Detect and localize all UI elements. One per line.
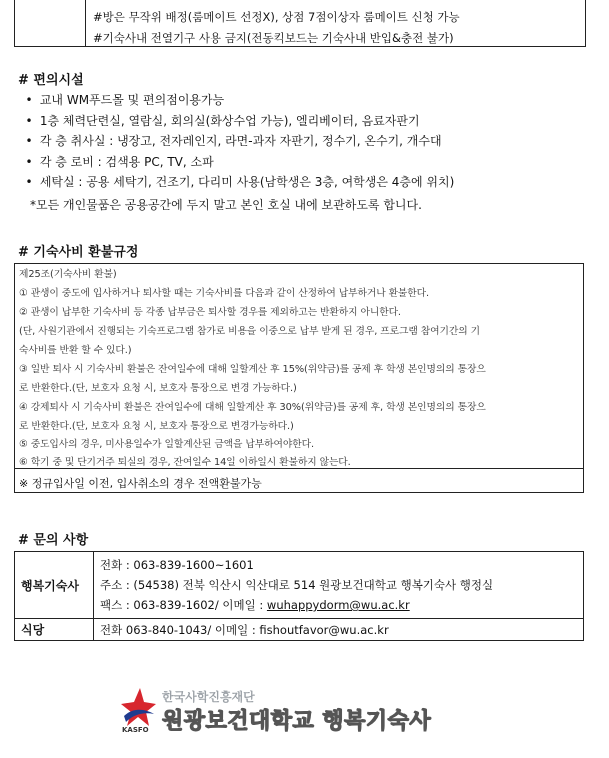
facility-text: 각 층 로비 : 검색용 PC, TV, 소파 <box>39 154 214 169</box>
refund-line: (단, 사원기관에서 진행되는 기숙프로그램 참가로 비용을 이중으로 납부 받게 된 경우, 프로그램 참여기간의 기 <box>19 326 480 337</box>
facility-text: 교내 WM푸드몰 및 편의점이용가능 <box>39 93 225 107</box>
dormitory-logo <box>118 686 438 742</box>
bullet: • <box>25 154 33 169</box>
refund-line: ③ 일반 퇴사 시 기숙사비 환불은 잔여일수에 대해 일할계산 후 15%(위약금)를 공제 후 학생 본인명의의 통장으 <box>19 364 486 375</box>
facilities-list <box>22 90 454 193</box>
refund-footnote: ※ 정규입사일 이전, 입사취소의 경우 전액환불가능 <box>19 477 262 490</box>
list-item <box>22 111 454 132</box>
refund-line: ⑥ 학기 중 및 단기거주 퇴실의 경우, 잔여일수 14일 이하일시 환불하지 않는다. <box>19 457 351 468</box>
cafeteria-contact: 전화 063-840-1043/ 이메일 : fishoutfavor@wu.ac.kr <box>100 622 389 637</box>
list-item <box>22 152 454 173</box>
facilities-note: *모든 개인물품은 공용공간에 두지 말고 본인 호실 내에 보관하도록 합니다. <box>30 198 422 212</box>
dorm-fax: 팩스 : 063-839-1602/ 이메일 : <box>100 598 267 612</box>
dorm-fax-email <box>100 595 577 615</box>
refund-box <box>14 263 584 493</box>
bullet: • <box>25 175 33 189</box>
bullet: • <box>25 113 33 128</box>
dorm-rules-box <box>14 0 586 47</box>
table-divider <box>85 0 86 46</box>
facility-text: 1층 체력단련실, 열람실, 회의실(화상수업 가능), 엘리베이터, 음료자판기 <box>39 113 420 128</box>
contact-table <box>14 551 584 641</box>
rule-line-appliance-ban: #기숙사내 전열기구 사용 금지(전동킥보드는 기숙사내 반입&충전 불가) <box>93 31 454 45</box>
dormitory-name: 원광보건대학교 행복기숙사 <box>162 709 432 734</box>
refund-line: ① 관생이 중도에 입사하거나 퇴사할 때는 기숙사비를 다음과 같이 산정하여 납부하거나 환불한다. <box>19 288 430 299</box>
list-item <box>22 172 454 193</box>
refund-line: 로 반환한다.(단, 보호자 요청 시, 보호자 통장으로 변경가능하다.) <box>19 421 294 432</box>
table-row <box>15 619 584 641</box>
cafeteria-label: 식당 <box>15 619 94 641</box>
list-item <box>22 131 454 152</box>
refund-line: 숙사비를 반환 할 수 있다.) <box>19 345 132 356</box>
kasfo-emblem-icon <box>118 686 158 730</box>
refund-line: 제25조(기숙사비 환불) <box>19 269 117 280</box>
bullet: • <box>25 93 33 107</box>
list-item <box>22 90 454 111</box>
dorm-address: 주소 : (54538) 전북 익산시 익산대로 514 원광보건대학교 행복기숙사 행정실 <box>100 578 494 592</box>
refund-line: ⑤ 중도입사의 경우, 미사용일수가 일할계산된 금액을 납부하여야한다. <box>19 439 314 450</box>
contact-heading: # 문의 사항 <box>18 533 89 548</box>
table-row <box>15 552 584 619</box>
org-name: 한국사학진흥재단 <box>162 690 255 704</box>
refund-rules <box>15 264 583 469</box>
dorm-phone: 전화 : 063-839-1600~1601 <box>100 558 254 572</box>
refund-line: 로 반환한다.(단, 보호자 요청 시, 보호자 통장으로 변경 가능하다.) <box>19 383 297 394</box>
facility-text: 각 층 취사실 : 냉장고, 전자레인지, 라면-과자 자판기, 정수기, 온수기, 개수대 <box>39 134 442 148</box>
bullet: • <box>25 134 33 148</box>
rule-line-room-assignment: #방은 무작위 배정(룸메이트 선정X), 상점 7점이상자 룸메이트 신청 가능 <box>93 10 460 24</box>
refund-line: ② 관생이 납부한 기숙사비 등 각종 납부금은 퇴사할 경우를 제외하고는 반환하지 아니한다. <box>19 307 401 318</box>
facilities-heading: # 편의시설 <box>18 73 84 88</box>
kasfo-mark-text: KASFO <box>122 726 149 734</box>
refund-line: ④ 강제퇴사 시 기숙사비 환불은 잔여일수에 대해 일할계산 후 30%(위약금)를 공제 후, 학생 본인명의의 통장으 <box>19 402 486 413</box>
cafeteria-contact-cell <box>94 619 584 641</box>
dorm-contact-cell <box>94 552 584 619</box>
dorm-email-link[interactable]: wuhappydorm@wu.ac.kr <box>266 598 410 612</box>
refund-heading: # 기숙사비 환불규정 <box>18 245 139 260</box>
facility-text: 세탁실 : 공용 세탁기, 건조기, 다리미 사용(남학생은 3층, 여학생은 4층에 위치) <box>39 175 455 189</box>
dorm-label: 행복기숙사 <box>15 552 94 619</box>
